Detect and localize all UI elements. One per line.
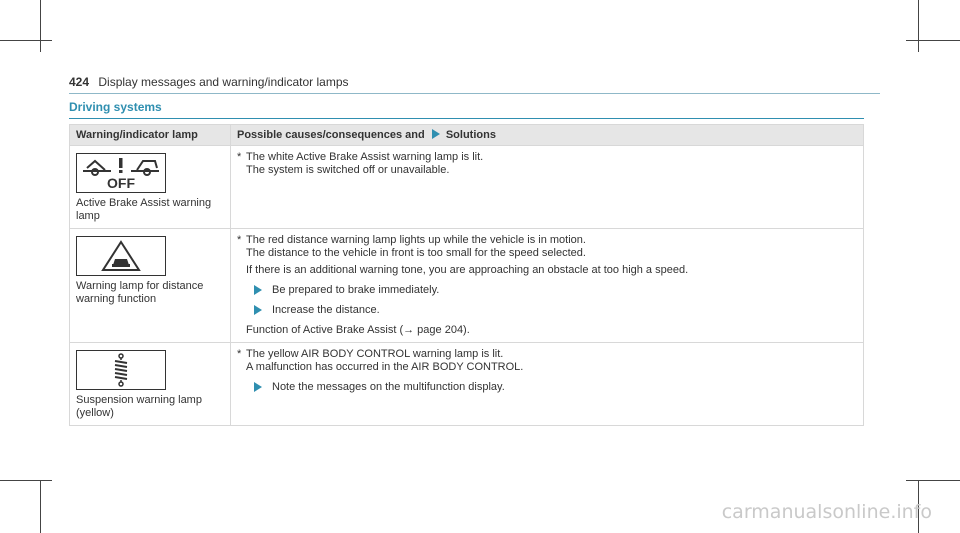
suspension-icon: [76, 350, 166, 390]
cause-cell: [231, 229, 864, 343]
distance-warning-icon: [76, 236, 166, 276]
crop-mark: [918, 0, 919, 52]
cause-line: The red distance warning lamp lights up while the vehicle is in motion.: [246, 234, 586, 246]
lamp-label: Active Brake Assist warning lamp: [76, 197, 212, 222]
lamp-cell: [70, 229, 231, 343]
crop-mark: [0, 480, 52, 481]
header-rule: [69, 93, 880, 94]
column-header-solutions-label: Solutions: [445, 129, 496, 141]
solution-text: Increase the distance.: [272, 304, 380, 316]
lamp-cell: [70, 343, 231, 426]
table-row: [70, 146, 864, 229]
watermark: carmanualsonline.info: [721, 501, 932, 523]
cause-cell: [231, 146, 864, 229]
header-title: Display messages and warning/indicator lamps: [98, 75, 349, 89]
solution-item: [246, 284, 857, 297]
table-row: [70, 229, 864, 343]
page-number: 424: [69, 75, 90, 89]
section-rule: [69, 118, 864, 119]
running-header: [69, 75, 349, 89]
table-header-row: [70, 125, 864, 146]
lamp-cell: [70, 146, 231, 229]
solutions-arrow-icon: [432, 129, 440, 139]
table-row: [70, 343, 864, 426]
cause-line: The yellow AIR BODY CONTROL warning lamp is lit.: [246, 348, 504, 360]
cross-reference: Function of Active Brake Assist (→ page 204).: [246, 324, 470, 336]
cause-note: If there is an additional warning tone, you are approaching an obstacle at too high a speed.: [246, 264, 689, 276]
crop-mark: [0, 40, 52, 41]
solution-arrow-icon: [254, 285, 262, 295]
column-header-lamp: Warning/indicator lamp: [70, 125, 231, 146]
solution-item: [246, 304, 857, 317]
section-title: Driving systems: [69, 100, 162, 114]
crop-mark: [906, 480, 960, 481]
crop-mark: [906, 40, 960, 41]
cause-line: The distance to the vehicle in front is too small for the speed selected.: [246, 247, 586, 259]
warning-lamp-table: [69, 124, 864, 426]
cause-line: A malfunction has occurred in the AIR BODY CONTROL.: [246, 361, 524, 373]
lamp-label: Suspension warning lamp (yellow): [76, 394, 202, 419]
solution-arrow-icon: [254, 305, 262, 315]
solution-text: Note the messages on the multifunction display.: [272, 381, 505, 393]
column-header-causes: [231, 125, 864, 146]
active-brake-assist-off-icon: [76, 153, 166, 193]
bullet-star: *: [237, 151, 242, 163]
bullet-star: *: [237, 234, 242, 246]
crop-mark: [40, 480, 41, 533]
crop-mark: [40, 0, 41, 52]
cause-line: The white Active Brake Assist warning lamp is lit.: [246, 151, 484, 163]
lamp-label: Warning lamp for distance warning function: [76, 280, 204, 305]
cause-line: The system is switched off or unavailable.: [246, 164, 450, 176]
solution-item: [246, 381, 857, 394]
bullet-star: *: [237, 348, 242, 360]
column-header-causes-label: Possible causes/consequences and: [237, 129, 425, 141]
cause-cell: [231, 343, 864, 426]
solution-arrow-icon: [254, 382, 262, 392]
solution-text: Be prepared to brake immediately.: [272, 284, 440, 296]
icon-off-text: OFF: [107, 175, 135, 190]
